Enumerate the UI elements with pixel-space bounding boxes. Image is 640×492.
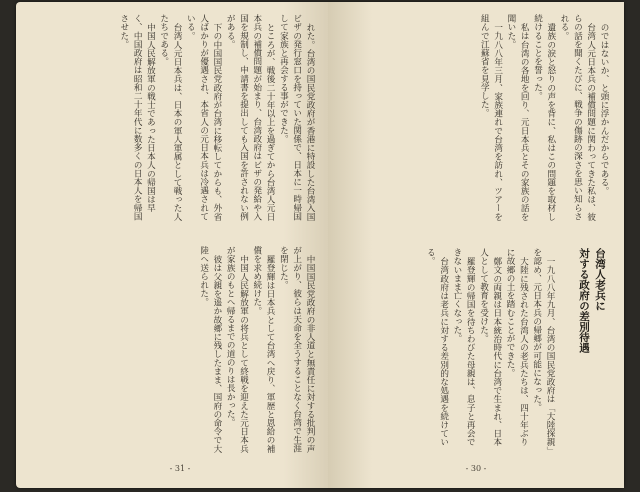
paragraph: 一九八八年三月、家族連れで台湾を訪れ、ツアーを組んで江蘇省を見学した。 — [479, 14, 503, 221]
paragraph: 彼は父親を遥か故郷に残したまま、国府の命令で大陸へ送られた。 — [198, 246, 222, 453]
paragraph: 一九八八年九月、台湾の国民党政府は「大陸探親」を認め、元日本兵の帰郷が可能になった。 — [531, 248, 555, 451]
left-page — [32, 2, 328, 488]
left-page-upper-text — [54, 14, 316, 226]
paragraph: 台湾人元日本兵は、日本の軍人軍属として戦った人たちである。 — [158, 14, 183, 221]
paragraph: 鄭文の両親は日本統治時代に台湾で生まれ、日本人として教育を受けた。 — [478, 248, 502, 446]
paragraph: 台湾政府は老兵に対する差別的な処遇を続けている。 — [425, 248, 449, 446]
left-page-lower-text — [54, 246, 316, 454]
paragraph: 中国人民解放軍の将兵として終戦を迎えた元日本兵が家族のもとへ帰るまでの道のりは長かった。 — [225, 246, 249, 453]
paragraph: れた。台湾の国民党政府が香港に特設した台湾入国ビザの発行窓口を持っていた関係で、日本に一時帰国して家族と再会する事ができた。 — [278, 14, 315, 221]
paragraph: 羅登輝は日本兵として台湾へ戻り、軍歴と恩給の補償を求め続けた。 — [251, 246, 276, 453]
section-heading-line: 対する政府の差別待遇 — [578, 248, 590, 353]
paragraph: 下の中国国民党政府が台湾に移転してからも、外省人ばかりが優遇され、本省人の元日本兵は冷遇されている。 — [185, 14, 222, 221]
paragraph: 遺族の涙と怒りの声を背に、私はこの問題を取材し続けることを誓った。 — [532, 14, 556, 221]
paragraph: 中国人民解放軍の戦士であった日本人の帰国は早く、中国政府は昭和二十年代に数多くの日本人を帰国させた。 — [118, 14, 156, 221]
section-heading-line: 台湾人老兵に — [594, 248, 606, 311]
paragraph: 私は台湾の各地を回り、元日本兵とその家族の話を聞いた。 — [505, 14, 530, 221]
paragraph: 羅登輝の帰国を待ちわびた母親は、息子と再会できないまま亡くなった。 — [451, 248, 476, 446]
paragraph: 中国国民党政府の非人道と無責任に対する批判の声が上がり、彼らは天命を全うすることなく台湾で生涯を閉じた。 — [278, 246, 315, 453]
right-page-upper-text — [348, 14, 610, 226]
right-page-lower-text — [348, 248, 556, 454]
paragraph: 台湾人元日本兵の補償問題に関わってきた私は、彼らの話を聞くたびに、戦争の傷跡の深さを思い知らされる。 — [559, 14, 596, 221]
paragraph: ところが、戦後二十年以上を過ぎてから台湾人元日本兵の補償問題が始まり、台湾政府はビザの発給や入国を規制し、申請書を提出しても入国を許されない例がある。 — [225, 14, 276, 221]
paragraph: 大陸に残された台湾人の老兵たちは、四十年ぶりに故郷の土を踏むことができた。 — [505, 248, 529, 446]
paragraph: のではないか、と頭に浮かんだからである。 — [599, 22, 609, 195]
page-number: - 31 - — [169, 464, 191, 473]
book-spread — [16, 2, 624, 488]
right-page — [328, 2, 624, 488]
section-heading — [564, 248, 608, 454]
page-number: - 30 - — [465, 464, 487, 473]
